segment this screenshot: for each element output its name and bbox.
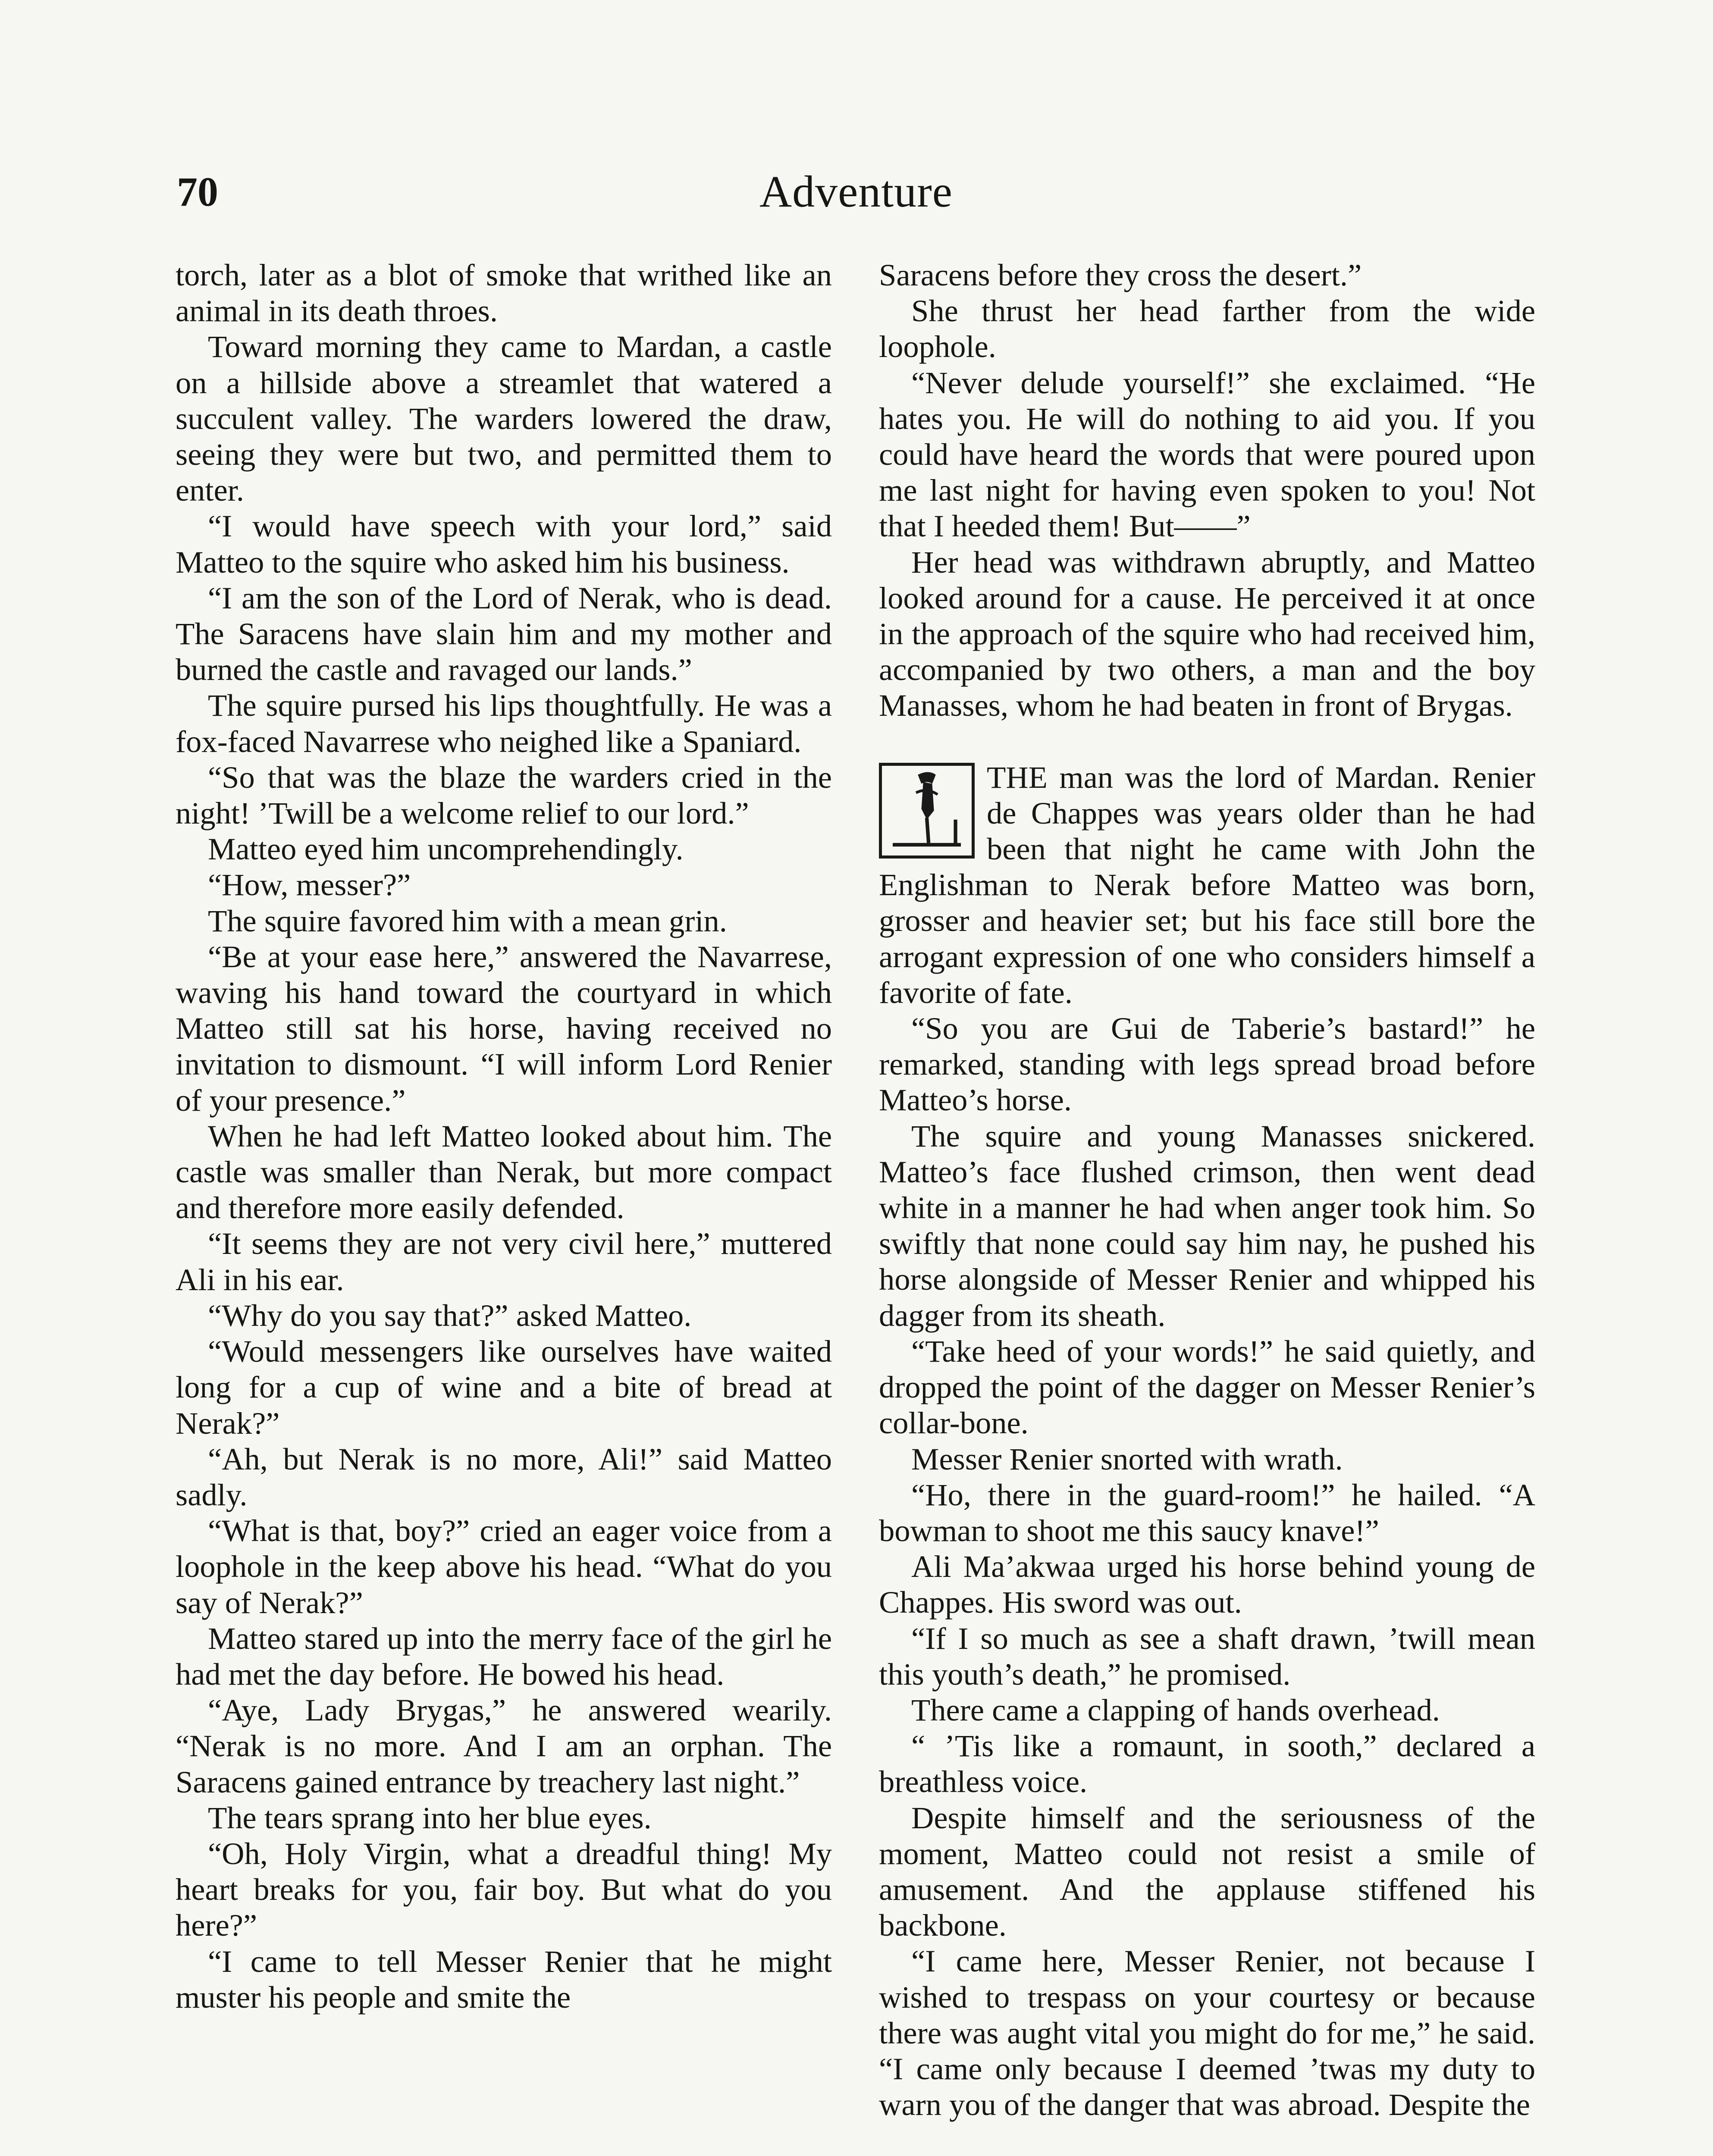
paragraph: “If I so much as see a shaft drawn, ’twill mean this youth’s death,” he promised. [879, 1620, 1535, 1692]
paragraph: Saracens before they cross the desert.” [879, 257, 1362, 292]
paragraph: Matteo eyed him uncomprehendingly. [208, 831, 684, 867]
paragraph: “ ’Tis like a romaunt, in sooth,” declared a breathless voice. [879, 1728, 1535, 1799]
section-opening-text: THE man was the lord of Mardan. Renier de Chappes was years older than he had been that night he came with John the Englishman to Nerak before Matteo was born, grosser and heavier set; but his face still bore the arrogant expression of one who considers himself a favorite of fate. [879, 759, 1535, 1010]
paragraph: “Be at your ease here,” answered the Navarrese, waving his hand toward the courtyard in which Matteo still sat his horse, having received no invitation to dismount. “I will inform Lord Renier of your presence.” [176, 939, 832, 1118]
section-opening [879, 759, 1535, 1010]
paragraph: Toward morning they came to Mardan, a castle on a hillside above a streamlet that watered a succulent valley. The warders lowered the draw, seeing they were but two, and permitted them to enter. [176, 329, 832, 508]
paragraph: The squire and young Manasses snickered. Matteo’s face flushed crimson, then went dead white in a manner he had when anger took him. So swiftly that none could say him nay, he pushed his horse alongside of Messer Renier and whipped his dagger from its sheath. [879, 1118, 1535, 1333]
paragraph: Messer Renier snorted with wrath. [911, 1441, 1343, 1476]
dropcap-illustration-icon [879, 763, 975, 859]
paragraph: “Never delude yourself!” she exclaimed. “He hates you. He will do nothing to aid you. If you could have heard the words that were poured upon me last night for having even spoken to you! Not that I heeded them! But——” [879, 365, 1535, 544]
paragraph: There came a clapping of hands overhead. [911, 1692, 1440, 1727]
paragraph: When he had left Matteo looked about him. The castle was smaller than Nerak, but more compact and therefore more easily defended. [176, 1118, 832, 1225]
paragraph: “Ho, there in the guard-room!” he hailed. “A bowman to shoot me this saucy knave!” [879, 1477, 1535, 1548]
right-column-bottom [879, 1010, 1535, 2122]
paragraph: torch, later as a blot of smoke that writhed like an animal in its death throes. [176, 257, 832, 329]
paragraph: “Would messengers like ourselves have waited long for a cup of wine and a bite of bread at Nerak?” [176, 1334, 832, 1441]
paragraph: “Take heed of your words!” he said quietly, and dropped the point of the dagger on Messer Renier’s collar-bone. [879, 1333, 1535, 1441]
paragraph: “I came here, Messer Renier, not because I wished to trespass on your courtesy or because there was aught vital you might do for me,” he said. “I came only because I deemed ’twas my duty to warn you of the danger that was abroad. Despite the [879, 1943, 1535, 2122]
paragraph: “Oh, Holy Virgin, what a dreadful thing! My heart breaks for you, fair boy. But what do you here?” [176, 1836, 832, 1943]
paragraph: “What is that, boy?” cried an eager voice from a loophole in the keep above his head. “What do you say of Nerak?” [176, 1513, 832, 1620]
paragraph: Matteo stared up into the merry face of the girl he had met the day before. He bowed his head. [176, 1620, 832, 1692]
left-column [176, 257, 832, 2015]
paragraph: “I am the son of the Lord of Nerak, who is dead. The Saracens have slain him and my mother and burned the castle and ravaged our lands.” [176, 580, 832, 687]
right-column-top [879, 257, 1535, 724]
paragraph: “I would have speech with your lord,” said Matteo to the squire who asked him his business. [176, 508, 832, 580]
paragraph: “How, messer?” [208, 867, 411, 903]
paragraph: “So you are Gui de Taberie’s bastard!” he remarked, standing with legs spread broad before Matteo’s horse. [879, 1011, 1535, 1118]
paragraph: Ali Ma’akwaa urged his horse behind young de Chappes. His sword was out. [879, 1549, 1535, 1620]
paragraph: “Ah, but Nerak is no more, Ali!” said Matteo sadly. [176, 1441, 832, 1512]
paragraph: The tears sprang into her blue eyes. [208, 1800, 652, 1835]
paragraph: She thrust her head farther from the wide loophole. [879, 293, 1535, 364]
right-column [879, 257, 1535, 2122]
paragraph: The squire favored him with a mean grin. [208, 903, 727, 938]
paragraph: “It seems they are not very civil here,” muttered Ali in his ear. [176, 1226, 832, 1297]
page-header [177, 164, 1535, 220]
paragraph: “Why do you say that?” asked Matteo. [208, 1297, 692, 1333]
paragraph: Despite himself and the seriousness of the moment, Matteo could not resist a smile of amusement. And the applause stiffened his backbone. [879, 1800, 1535, 1943]
paragraph: The squire pursed his lips thoughtfully. He was a fox-faced Navarrese who neighed like a Spaniard. [176, 688, 832, 759]
running-head: Adventure [759, 167, 953, 216]
paragraph: Her head was withdrawn abruptly, and Matteo looked around for a cause. He perceived it at once in the approach of the squire who had received him, accompanied by two others, a man and the boy Manasses, whom he had beaten in front of Brygas. [879, 544, 1535, 723]
paragraph: “I came to tell Messer Renier that he might muster his people and smite the [176, 1943, 832, 2015]
paragraph: “So that was the blaze the warders cried in the night! ’Twill be a welcome relief to our lord.” [176, 759, 832, 831]
paragraph: “Aye, Lady Brygas,” he answered wearily. “Nerak is no more. And I am an orphan. The Saracens gained entrance by treachery last night.” [176, 1692, 832, 1799]
page-number: 70 [177, 169, 218, 215]
